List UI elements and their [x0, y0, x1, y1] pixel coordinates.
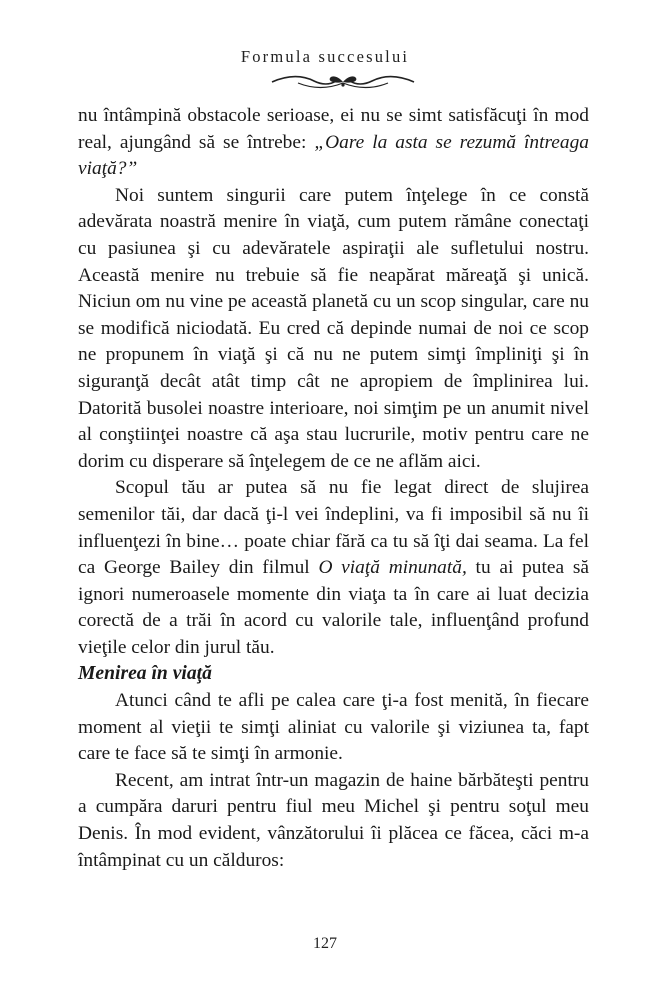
flourish-ornament-icon: [268, 71, 418, 93]
film-title: O viaţă minunată,: [318, 557, 467, 579]
paragraph-continued: [78, 103, 589, 183]
running-header: Formula succesului: [240, 47, 410, 66]
paragraph: Noi suntem singurii care putem înţelege în ce constă adevărata noastră menire în viaţă, cum putem rămâne conectaţi cu pasiunea şi cu adevăratele aspiraţii ale sufletului nostru. Această menire nu trebuie să fie neapărat măreaţă şi unică. Niciun om nu vine pe această planetă cu un scop singular, care nu se modifică niciodată. Eu cred că depinde numai de noi ce scop ne propunem în viaţă şi că nu ne putem simţi împliniţi şi în siguranţă decât atât timp cât ne apropiem de împlinirea lui. Datorită busolei noastre interioare, noi simţim pe un anumit nivel al conştiinţei noastre că aşa stau lucrurile, motiv pentru care ne dorim cu disperare să înţelegem de ce ne aflăm aici.: [78, 184, 589, 472]
paragraph-text: tu ai putea să ignori numeroasele momente din viaţa ta în care ai luat decizia corectă de a trăi în acord cu valorile tale, influenţând profund vieţile celor din jurul tău.: [78, 557, 589, 658]
paragraph: Atunci când te afli pe calea care ţi-a fost menită, în fiecare moment al vieţii te simţi aliniat cu valorile şi viziunea ta, fapt care te face să te simţi în armonie.: [78, 690, 589, 765]
paragraph-text: nu întâmpină obstacole serioase, ei nu se simt satisfăcuţi în mod real, ajungând să se întrebe:: [78, 105, 589, 153]
paragraph-text: Scopul tău ar putea să nu fie legat direct de slujirea semenilor tăi, dar dacă ţi-l vei îndeplini, va fi imposibil să nu îi influenţezi în bine… poate chiar fără ca tu să îţi dai seama. La fel ca George Bailey din filmul: [78, 477, 589, 579]
paragraph-quote: „Oare la asta se rezumă întreaga viaţă?”: [78, 131, 590, 180]
page-number: 127: [313, 935, 337, 952]
paragraph: [78, 475, 589, 661]
body-text: [78, 103, 589, 874]
section-heading: Menirea în viaţă: [78, 663, 212, 685]
paragraph: Recent, am intrat într-un magazin de haine bărbăteşti pentru a cumpăra daruri pentru fiul meu Michel şi pentru soţul meu Denis. În mod evident, vânzătorului îi plăcea ce făcea, căci m-a întâmpinat cu un călduros:: [78, 769, 589, 871]
